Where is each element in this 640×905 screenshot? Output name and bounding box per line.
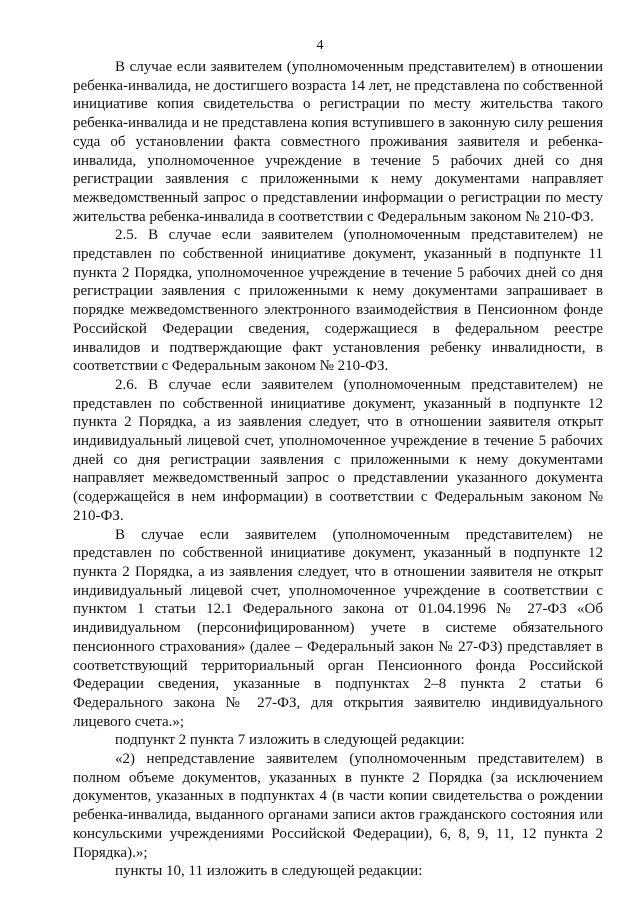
document-body	[73, 58, 603, 881]
page-number: 4	[316, 38, 324, 53]
paragraph-2-6: 2.6. В случае если заявителем (уполномоченным представителем) не представлен по собственной инициативе документ, указанный в подпункте 12 пункта 2 Порядка, а из заявления следует, что в отношении заявителя открыт индивидуальный лицевой счет, уполномоченное учреждение в течение 5 рабочих дней со дня регистрации заявления с приложенными к нему документами направляет межведомственный запрос о представлении указанного документа (содержащейся в нем информации) в соответствии с Федеральным законом № 210-ФЗ.	[73, 376, 603, 524]
paragraph-points-10-11: пункты 10, 11 изложить в следующей редакции:	[115, 863, 423, 880]
paragraph-non-submission: «2) непредставление заявителем (уполномоченным представителем) в полном объеме документов, указанных в пункте 2 Порядка (за исключением документов, указанных в подпунктах 4 (в части копии свидетельства о рождении ребенка-инвалида, выданного органами записи актов гражданского состояния или консульскими учреждениями Российской Федерации), 6, 8, 9, 11, 12 пункта 2 Порядка).»;	[73, 751, 603, 861]
paragraph-2-5: 2.5. В случае если заявителем (уполномоченным представителем) не представлен по собственной инициативе документ, указанный в подпункте 11 пункта 2 Порядка, уполномоченное учреждение в течение 5 рабочих дней со дня регистрации заявления с приложенными к нему документами запрашивает в порядке межведомственного электронного взаимодействия в Пенсионном фонде Российской Федерации сведения, содержащиеся в федеральном реестре инвалидов и подтверждающие факт установления ребенку инвалидности, в соответствии с Федеральным законом № 210-ФЗ.	[73, 227, 603, 375]
paragraph-subpoint-2-point-7: подпункт 2 пункта 7 изложить в следующей редакции:	[115, 732, 465, 749]
paragraph-personal-account: В случае если заявителем (уполномоченным представителем) не представлен по собственной инициативе документ, указанный в подпункте 12 пункта 2 Порядка, а из заявления следует, что в отношении заявителя не открыт индивидуальный лицевой счет, уполномоченное учреждение в соответствии с пунктом 1 статьи 12.1 Федерального закона от 01.04.1996 № 27-ФЗ «Об индивидуальном (персонифицированном) учете в системе обязательного пенсионного страхования» (далее – Федеральный закон № 27-ФЗ) представляет в соответствующий территориальный орган Пенсионного фонда Российской Федерации сведения, указанные в подпунктах 2–8 пункта 2 статьи 6 Федерального закона № 27-ФЗ, для открытия заявителю индивидуального лицевого счета.»;	[73, 526, 603, 730]
paragraph-child-registration: В случае если заявителем (уполномоченным представителем) в отношении ребенка-инвалида, не достигшего возраста 14 лет, не представлена по собственной инициативе копия свидетельства о регистрации по месту жительства такого ребенка-инвалида и не представлена копия вступившего в законную силу решения суда об установлении факта совместного проживания заявителя и ребенка-инвалида, уполномоченное учреждение в течение 5 рабочих дней со дня регистрации заявления с приложенными к нему документами направляет межведомственный запрос о представлении информации о регистрации по месту жительства ребенка-инвалида в соответствии с Федеральным законом № 210-ФЗ.	[73, 59, 603, 225]
